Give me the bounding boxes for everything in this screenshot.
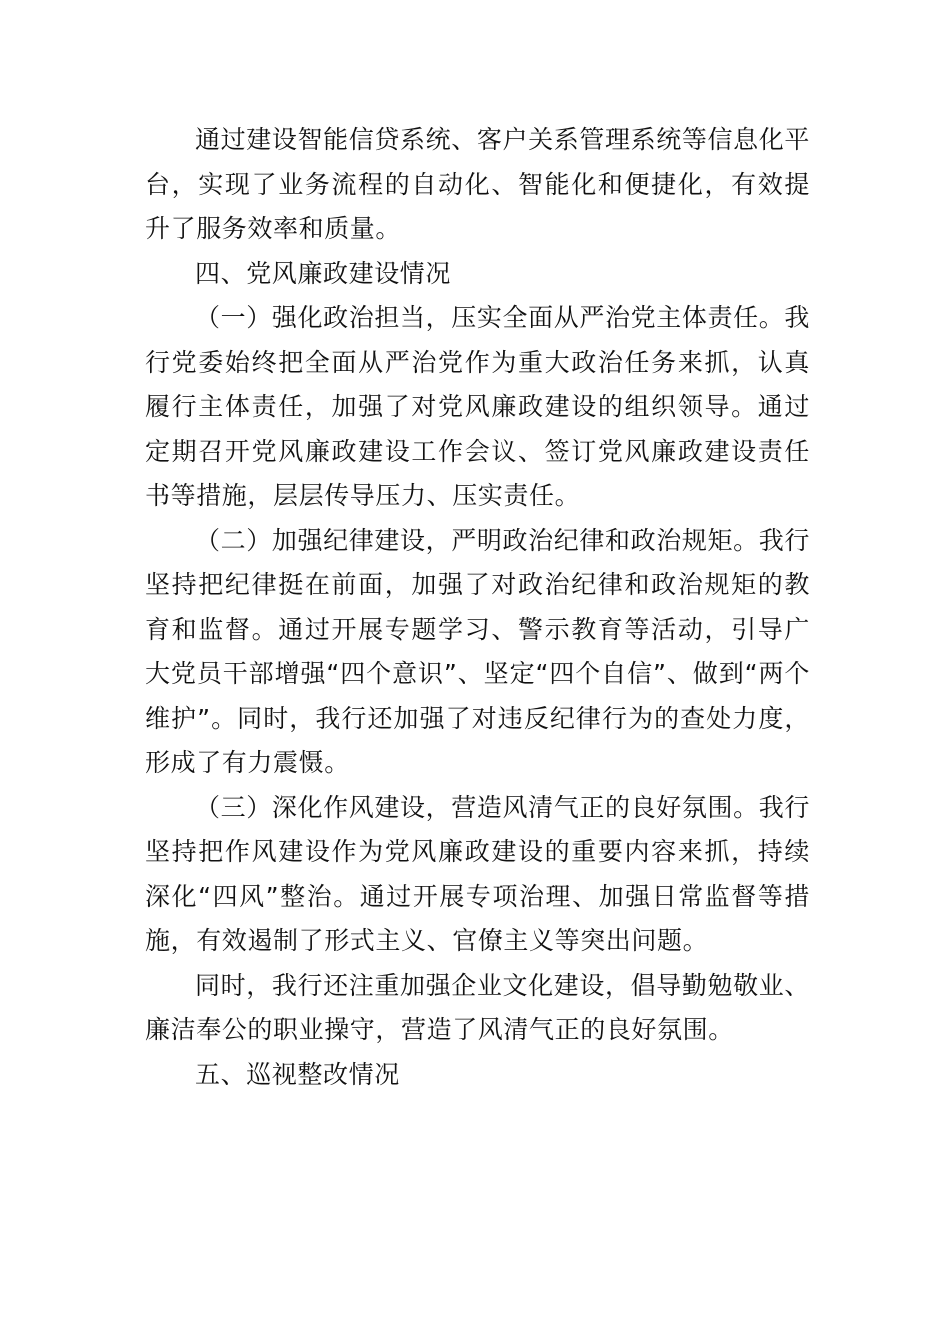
- paragraph-digital-platform: 通过建设智能信贷系统、客户关系管理系统等信息化平台，实现了业务流程的自动化、智能化和便捷化，有效提升了服务效率和质量。: [145, 125, 810, 243]
- section-heading-4: 四、党风廉政建设情况: [195, 258, 452, 288]
- section-heading-5: 五、巡视整改情况: [195, 1059, 400, 1089]
- paragraph-discipline-building: （二）加强纪律建设，严明政治纪律和政治规矩。我行坚持把纪律挺在前面，加强了对政治纪律和政治规矩的教育和监督。通过开展专题学习、警示教育等活动，引导广大党员干部增强“四个意识”、坚定“四个自信”、做到“两个维护”。同时，我行还加强了对违反纪律行为的查处力度，形成了有力震慑。: [145, 525, 810, 777]
- document-body: [145, 118, 810, 1097]
- paragraph-political-responsibility: （一）强化政治担当，压实全面从严治党主体责任。我行党委始终把全面从严治党作为重大政治任务来抓，认真履行主体责任，加强了对党风廉政建设的组织领导。通过定期召开党风廉政建设工作会议、签订党风廉政建设责任书等措施，层层传导压力、压实责任。: [145, 303, 810, 510]
- paragraph-work-style: （三）深化作风建设，营造风清气正的良好氛围。我行坚持把作风建设作为党风廉政建设的重要内容来抓，持续深化“四风”整治。通过开展专项治理、加强日常监督等措施，有效遏制了形式主义、官僚主义等突出问题。: [145, 792, 810, 955]
- paragraph-corporate-culture: 同时，我行还注重加强企业文化建设，倡导勤勉敬业、廉洁奉公的职业操守，营造了风清气正的良好氛围。: [145, 970, 810, 1044]
